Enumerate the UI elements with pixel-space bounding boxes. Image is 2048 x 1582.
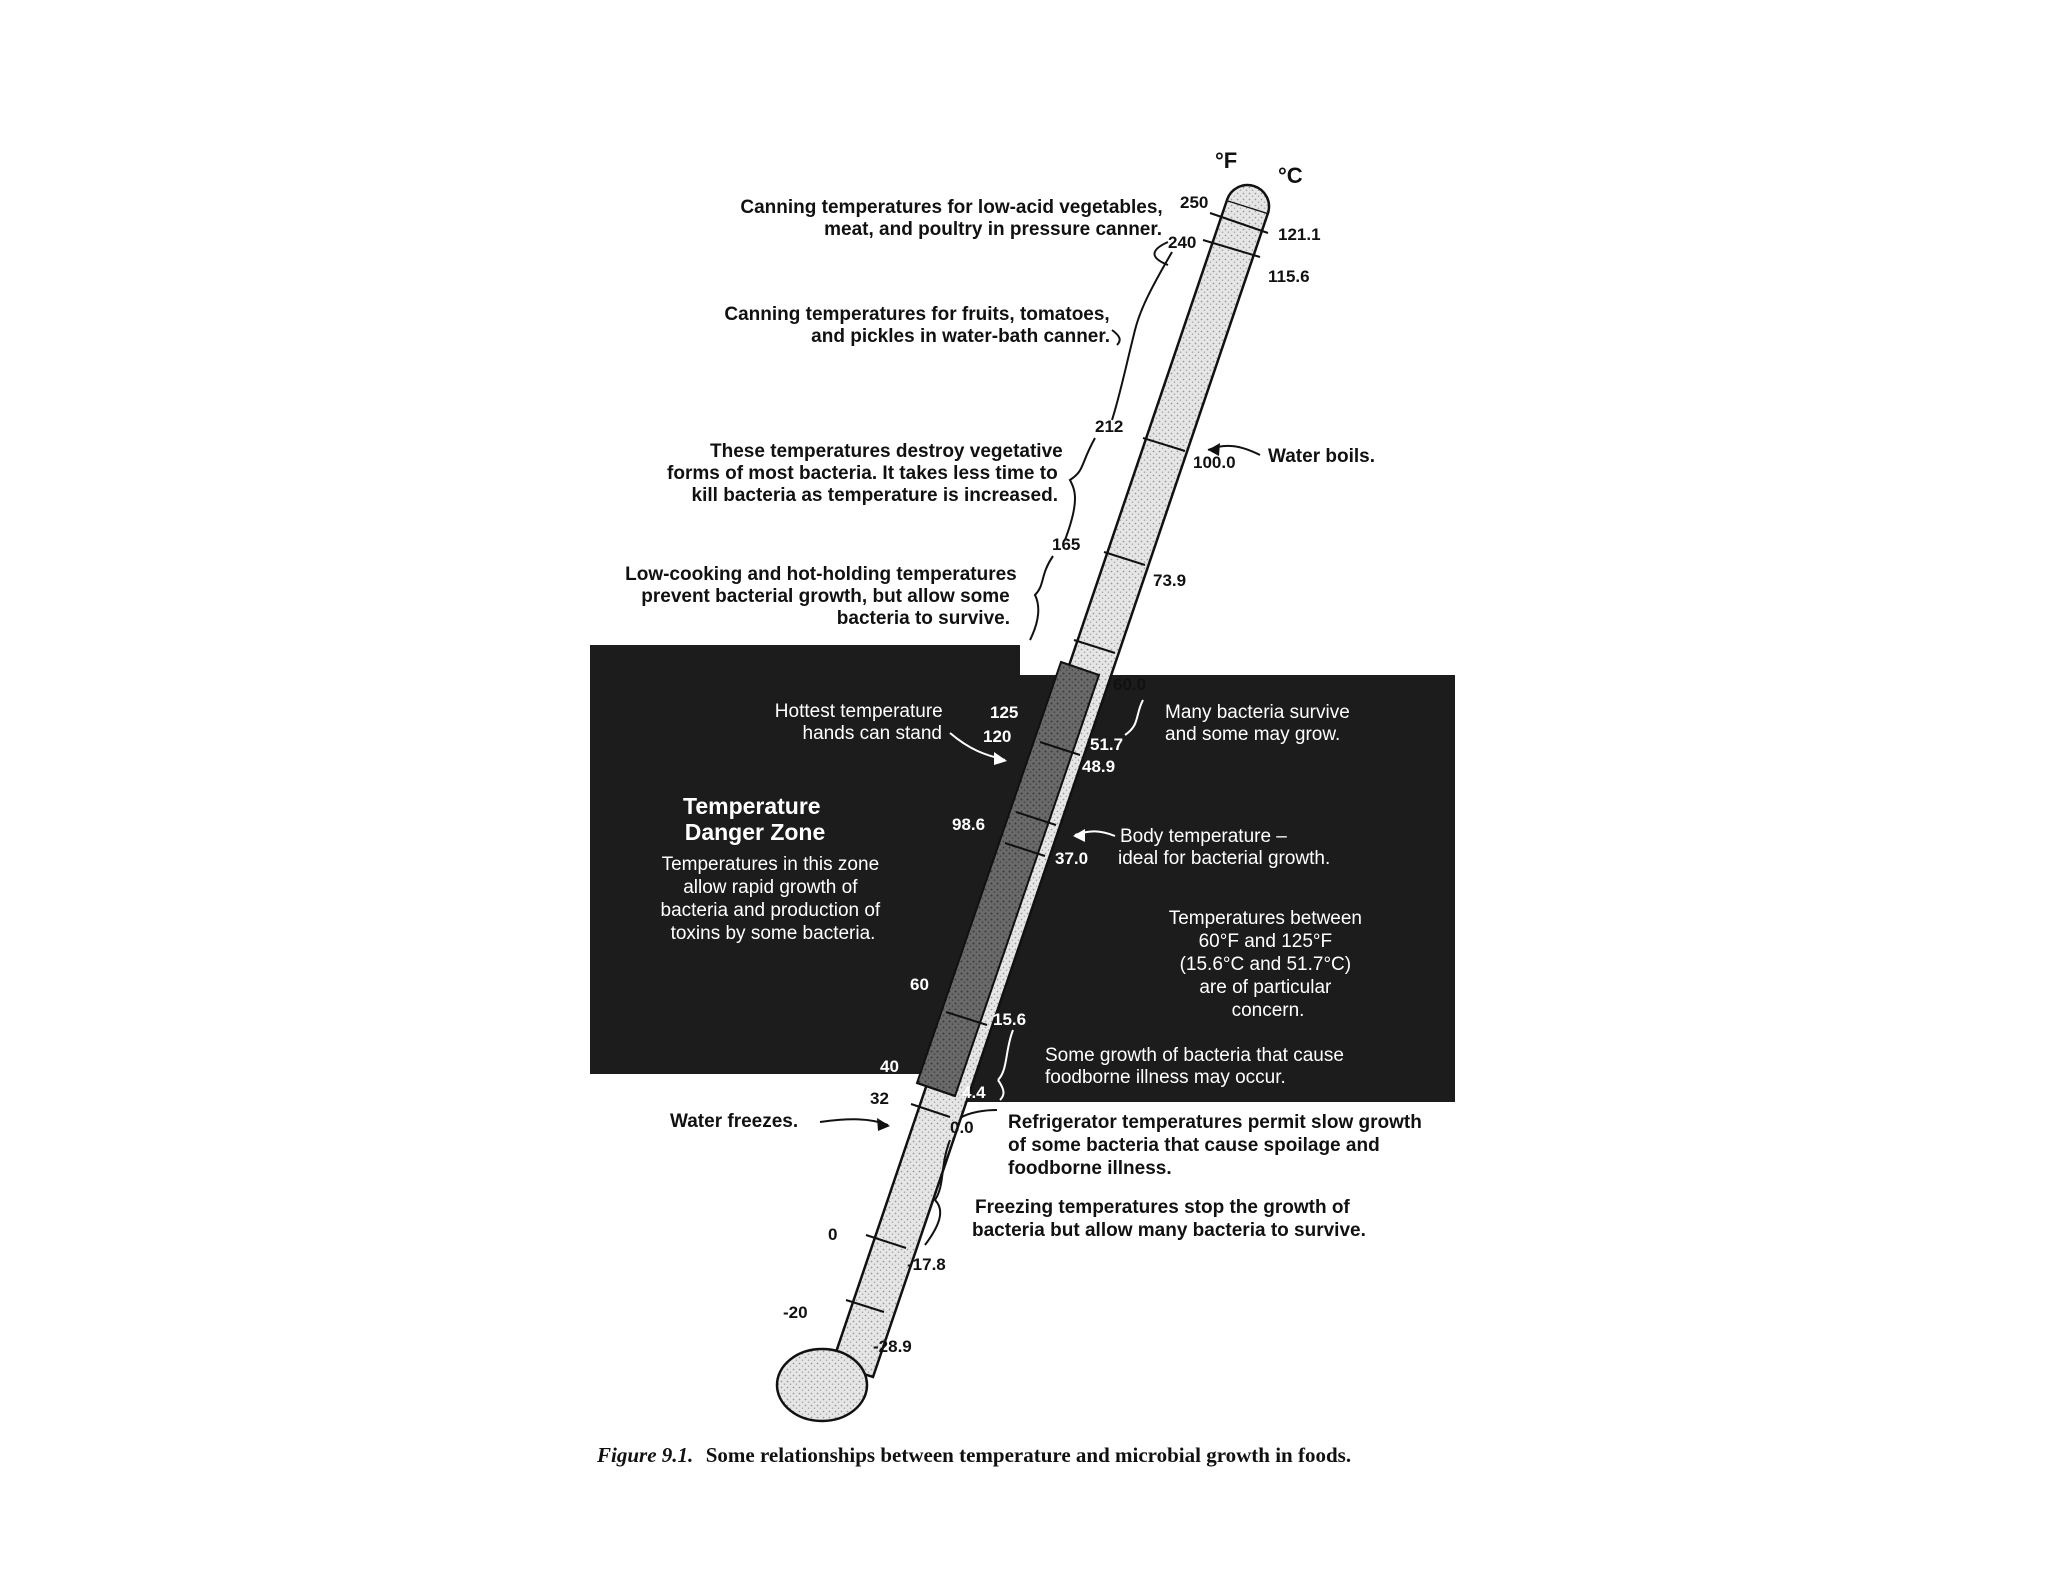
f-tick-240: 240 (1168, 233, 1197, 252)
c-tick-4-4: 4.4 (962, 1083, 986, 1102)
c-tick-48-9: 48.9 (1082, 757, 1116, 776)
particular-concern-note: Temperatures between 60°F and 125°F (15.6°C and 51.7°C) are of particular concern. (1168, 908, 1362, 1021)
c-tick-121-1: 121.1 (1278, 225, 1321, 244)
f-tick-165: 165 (1052, 535, 1081, 554)
c-tick-115-6: 115.6 (1268, 267, 1310, 286)
many-survive-note: Many bacteria survive and some may grow. (1165, 702, 1350, 745)
c-tick-15-6: 15.6 (993, 1010, 1027, 1029)
body-temperature-note: Body temperature – ideal for bacterial growth. (1118, 826, 1331, 869)
danger-zone-title: Temperature Danger Zone (682, 793, 826, 845)
freezing-note: Freezing temperatures stop the growth of bacteria but allow many bacteria to survive. (972, 1197, 1366, 1241)
refrigerator-note: Refrigerator temperatures permit slow growth of some bacteria that cause spoilage and foodborne illness. (1008, 1112, 1422, 1179)
f-tick-98-6: 98.6 (952, 815, 986, 834)
f-tick-125: 125 (990, 703, 1019, 722)
c-tick-100-0: 100.0 (1193, 453, 1236, 472)
f-tick-250: 250 (1180, 193, 1209, 212)
pressure-canning-note: Canning temperatures for low-acid vegetables, meat, and poultry in pressure canner. (740, 197, 1163, 240)
some-growth-note: Some growth of bacteria that cause foodborne illness may occur. (1045, 1045, 1344, 1088)
c-tick-73-9: 73.9 (1153, 571, 1187, 590)
c-tick-minus-28-9: -28.9 (873, 1337, 912, 1356)
fahrenheit-unit-label: °F (1215, 148, 1238, 173)
figure-caption-text: Some relationships between temperature and microbial growth in foods. (705, 1443, 1352, 1467)
danger-zone-description: Temperatures in this zone allow rapid growth of bacteria and production of toxins by some bacteria. (660, 854, 881, 944)
f-tick-212: 212 (1095, 417, 1124, 436)
f-tick-120: 120 (983, 727, 1012, 746)
celsius-unit-label: °C (1278, 163, 1303, 188)
thermometer-bulb (777, 1349, 867, 1421)
f-tick-40: 40 (880, 1057, 899, 1076)
c-tick-60-0: 60.0 (1113, 675, 1147, 694)
f-tick-60: 60 (910, 975, 929, 994)
water-bath-canning-note: Canning temperatures for fruits, tomatoes, and pickles in water-bath canner. (724, 304, 1110, 347)
figure-label: Figure 9.1. (597, 1443, 694, 1467)
f-tick-32: 32 (870, 1089, 889, 1108)
f-tick-0: 0 (828, 1225, 838, 1244)
water-boils-note: Water boils. (1268, 446, 1375, 467)
f-tick-minus-20: -20 (783, 1303, 808, 1322)
hot-holding-note: Low-cooking and hot-holding temperatures prevent bacterial growth, but allow some bacteria to survive. (625, 564, 1017, 629)
hottest-hands-note: Hottest temperature hands can stand (774, 701, 943, 744)
c-tick-0-0: 0.0 (950, 1118, 974, 1137)
f-tick-140: 140 (1020, 645, 1049, 664)
c-tick-minus-17-8: -17.8 (907, 1255, 946, 1274)
water-freezes-note: Water freezes. (670, 1111, 799, 1132)
figure-caption (596, 1443, 1351, 1467)
destroy-vegetative-note: These temperatures destroy vegetative forms of most bacteria. It takes less time to kill bacteria as temperature is increased. (667, 441, 1063, 506)
c-tick-37-0: 37.0 (1055, 849, 1089, 868)
c-tick-51-7: 51.7 (1090, 735, 1124, 754)
